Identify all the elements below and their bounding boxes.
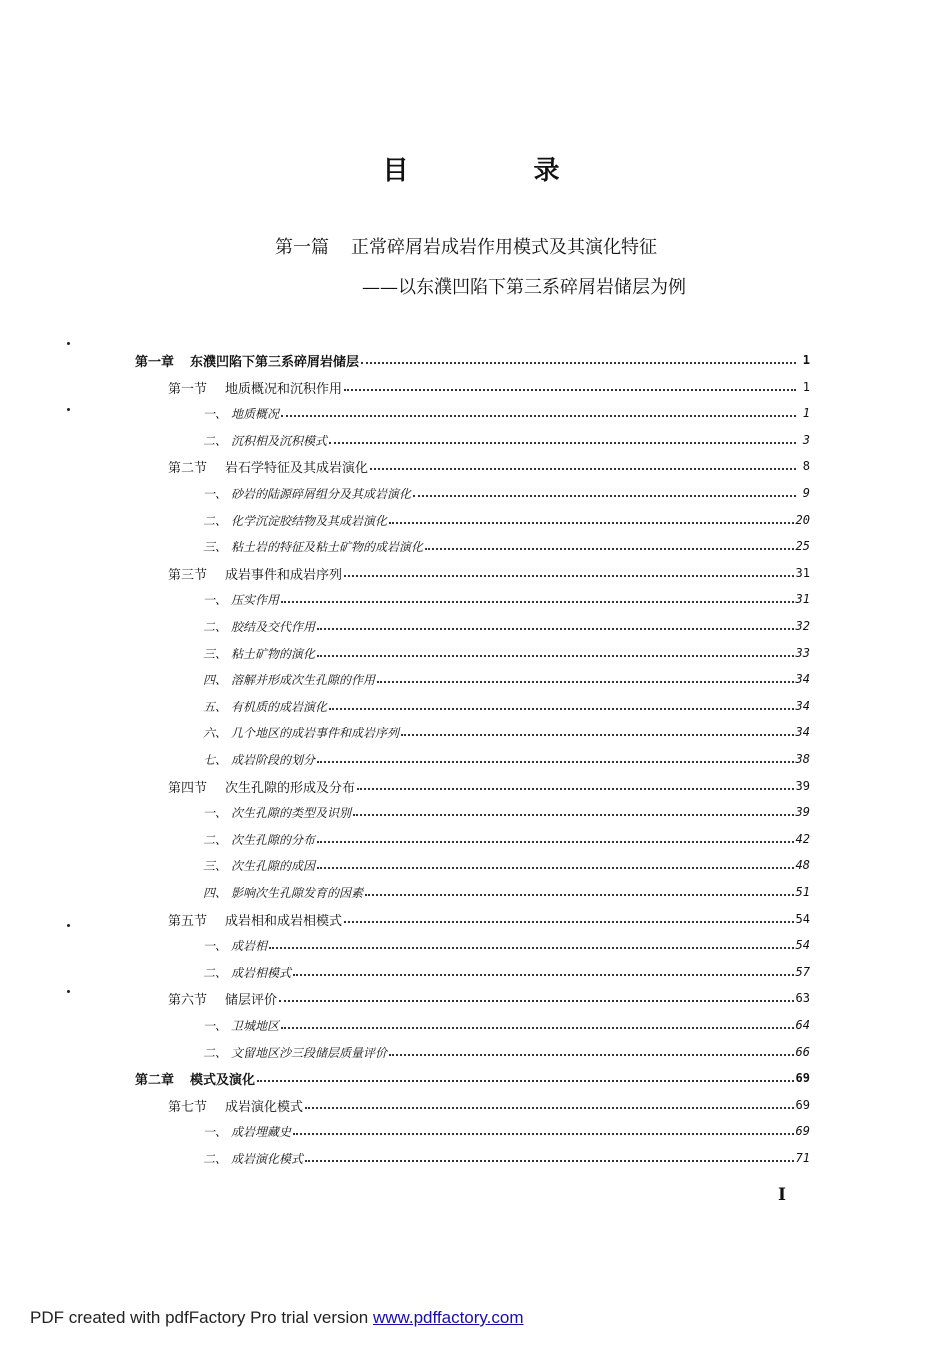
dot-leader: [317, 867, 794, 869]
toc-entry-label: 次生孔隙的类型及识别: [231, 805, 352, 820]
dot-leader: [401, 734, 794, 736]
toc-entry-item[interactable]: [203, 1145, 810, 1171]
toc-entry-section[interactable]: [168, 374, 810, 400]
toc-entry-page: 9: [802, 486, 810, 500]
toc-entry-page: 57: [795, 965, 810, 979]
toc-entry-label: 胶结及交代作用: [231, 619, 316, 634]
toc-entry-number: 一、: [203, 1124, 228, 1139]
toc-entry-number: 第四节: [168, 780, 208, 796]
dot-leader: [329, 442, 796, 444]
toc-entry-page: 1: [802, 380, 810, 394]
toc-entry-label: 地质概况: [231, 406, 280, 421]
part-number: 第一篇: [275, 237, 329, 258]
toc-entry-label: 有机质的成岩演化: [231, 699, 328, 714]
toc-entry-item[interactable]: [203, 1118, 810, 1144]
toc-entry-page: 71: [795, 1151, 810, 1165]
toc-entry-number: 第二节: [168, 460, 208, 476]
toc-entry-section[interactable]: [168, 453, 810, 479]
toc-entry-item[interactable]: [203, 693, 810, 719]
toc-entry-number: 四、: [203, 885, 228, 900]
toc-entry-page: 34: [795, 725, 810, 739]
toc-entry-item[interactable]: [203, 1039, 810, 1065]
toc-entry-page: 54: [795, 912, 810, 926]
toc-entry-number: 一、: [203, 486, 228, 501]
toc-entry-number: 一、: [203, 406, 228, 421]
toc-entry-number: 二、: [203, 619, 228, 634]
toc-entry-section[interactable]: [168, 560, 810, 586]
dot-leader: [370, 468, 796, 470]
toc-entry-page: 64: [795, 1018, 810, 1032]
toc-entry-item[interactable]: [203, 1012, 810, 1038]
toc-entry-item[interactable]: [203, 640, 810, 666]
toc-entry-label: 次生孔隙的成因: [231, 858, 316, 873]
toc-entry-label: 成岩相和成岩相模式: [225, 913, 343, 929]
toc-entry-label: 粘土矿物的演化: [231, 646, 316, 661]
toc-entry-page: 34: [795, 699, 810, 713]
toc-entry-number: 三、: [203, 646, 228, 661]
page-number: I: [778, 1185, 786, 1205]
dot-leader: [425, 548, 794, 550]
toc-entry-page: 42: [795, 832, 810, 846]
toc-entry-item[interactable]: [203, 613, 810, 639]
dot-leader: [305, 1107, 794, 1109]
toc-entry-item[interactable]: [203, 666, 810, 692]
toc-entry-section[interactable]: [168, 985, 810, 1011]
toc-entry-label: 溶解并形成次生孔隙的作用: [231, 672, 376, 687]
toc-entry-page: 31: [795, 592, 810, 606]
toc-entry-item[interactable]: [203, 852, 810, 878]
toc-entry-section[interactable]: [168, 773, 810, 799]
toc-entry-page: 3: [802, 433, 810, 447]
toc-entry-item[interactable]: [203, 480, 810, 506]
toc-entry-section[interactable]: [168, 906, 810, 932]
scan-speck: [67, 342, 70, 345]
toc-entry-label: 成岩演化模式: [225, 1099, 304, 1115]
toc-entry-item[interactable]: [203, 932, 810, 958]
toc-entry-number: 五、: [203, 699, 228, 714]
toc-entry-page: 1: [802, 406, 810, 420]
toc-entry-number: 三、: [203, 858, 228, 873]
toc-entry-item[interactable]: [203, 427, 810, 453]
toc-entry-number: 六、: [203, 725, 228, 740]
dot-leader: [317, 655, 794, 657]
toc-entry-number: 四、: [203, 672, 228, 687]
dot-leader: [344, 921, 794, 923]
toc-entry-label: 岩石学特征及其成岩演化: [225, 460, 369, 476]
toc-entry-page: 8: [802, 459, 810, 473]
toc-entry-page: 51: [795, 885, 810, 899]
toc-entry-page: 54: [795, 938, 810, 952]
toc-entry-page: 69: [795, 1071, 810, 1085]
toc-entry-label: 成岩相模式: [231, 965, 292, 980]
toc-entry-page: 66: [795, 1045, 810, 1059]
dot-leader: [281, 415, 796, 417]
toc-entry-item[interactable]: [203, 826, 810, 852]
dot-leader: [279, 1000, 794, 1002]
toc-entry-number: 第五节: [168, 913, 208, 929]
dot-leader: [317, 841, 794, 843]
toc-entry-page: 63: [795, 991, 810, 1005]
dot-leader: [269, 947, 794, 949]
toc-entry-number: 一、: [203, 938, 228, 953]
toc-entry-number: 二、: [203, 433, 228, 448]
toc-entry-number: 第一节: [168, 381, 208, 397]
toc-entry-page: 20: [795, 513, 810, 527]
toc-entry-number: 二、: [203, 513, 228, 528]
dot-leader: [413, 495, 796, 497]
toc-entry-item[interactable]: [203, 400, 810, 426]
dot-leader: [357, 788, 794, 790]
toc-entry-label: 次生孔隙的形成及分布: [225, 780, 356, 796]
toc-entry-number: 第七节: [168, 1099, 208, 1115]
scan-speck: [67, 924, 70, 927]
toc-entry-number: 二、: [203, 1151, 228, 1166]
footer-link[interactable]: www.pdffactory.com: [372, 1308, 524, 1327]
toc-entry-label: 文留地区沙三段储层质量评价: [231, 1045, 388, 1060]
toc-entry-label: 东濮凹陷下第三系碎屑岩储层: [190, 354, 360, 370]
toc-entry-page: 39: [795, 779, 810, 793]
scan-speck: [67, 990, 70, 993]
dot-leader: [257, 1080, 794, 1082]
toc-entry-item[interactable]: [203, 959, 810, 985]
part-title-text: 正常碎屑岩成岩作用模式及其演化特征: [351, 237, 657, 258]
dot-leader: [377, 681, 794, 683]
toc-entry-number: 二、: [203, 1045, 228, 1060]
dot-leader: [305, 1160, 794, 1162]
toc-entry-item[interactable]: [203, 879, 810, 905]
toc-entry-label: 成岩阶段的划分: [231, 752, 316, 767]
dot-leader: [389, 522, 794, 524]
toc-entry-page: 25: [795, 539, 810, 553]
toc-entry-number: 一、: [203, 592, 228, 607]
toc-entry-page: 39: [795, 805, 810, 819]
toc-entry-label: 储层评价: [225, 992, 278, 1008]
dot-leader: [293, 1133, 794, 1135]
dot-leader: [353, 814, 794, 816]
toc-entry-page: 48: [795, 858, 810, 872]
toc-entry-item[interactable]: [203, 533, 810, 559]
toc-entry-number: 二、: [203, 965, 228, 980]
toc-entry-label: 成岩相: [231, 938, 268, 953]
toc-entry-number: 一、: [203, 805, 228, 820]
toc-entry-label: 影响次生孔隙发育的因素: [231, 885, 364, 900]
toc-entry-chapter[interactable]: [135, 1065, 810, 1091]
toc-entry-page: 69: [795, 1098, 810, 1112]
toc-entry-item[interactable]: [203, 719, 810, 745]
toc-entry-number: 第三节: [168, 567, 208, 583]
dot-leader: [329, 708, 794, 710]
dot-leader: [293, 974, 794, 976]
toc-entry-label: 模式及演化: [190, 1072, 256, 1088]
toc-entry-page: 38: [795, 752, 810, 766]
toc-entry-page: 32: [795, 619, 810, 633]
dot-leader: [344, 575, 794, 577]
dot-leader: [317, 628, 794, 630]
toc-entry-number: 一、: [203, 1018, 228, 1033]
toc-entry-label: 沉积相及沉积模式: [231, 433, 328, 448]
toc-entry-label: 砂岩的陆源碎屑组分及其成岩演化: [231, 486, 412, 501]
toc-entry-label: 成岩演化模式: [231, 1151, 304, 1166]
toc-entry-item[interactable]: [203, 746, 810, 772]
footer-text: PDF created with pdfFactory Pro trial version: [30, 1308, 373, 1327]
toc-entry-label: 几个地区的成岩事件和成岩序列: [231, 725, 400, 740]
part-title: [275, 233, 657, 259]
toc-entry-item[interactable]: [203, 507, 810, 533]
toc-entry-label: 卫城地区: [231, 1018, 280, 1033]
toc-entry-page: 34: [795, 672, 810, 686]
toc-entry-label: 成岩埋藏史: [231, 1124, 292, 1139]
toc-entry-number: 第二章: [135, 1072, 175, 1088]
scan-speck: [67, 408, 70, 411]
toc-entry-page: 69: [795, 1124, 810, 1138]
toc-entry-page: 31: [795, 566, 810, 580]
toc-entry-number: 三、: [203, 539, 228, 554]
dot-leader: [317, 761, 794, 763]
dot-leader: [344, 389, 796, 391]
toc-entry-label: 次生孔隙的分布: [231, 832, 316, 847]
part-subtitle: ——以东濮凹陷下第三系碎屑岩储层为例: [362, 277, 686, 298]
page-title: 目 录: [382, 156, 618, 186]
toc-entry-chapter[interactable]: [135, 347, 810, 373]
toc-entry-item[interactable]: [203, 799, 810, 825]
toc-entry-label: 化学沉淀胶结物及其成岩演化: [231, 513, 388, 528]
pdf-footer: [30, 1308, 524, 1328]
toc-entry-page: 1: [802, 353, 810, 367]
toc-entry-page: 33: [795, 646, 810, 660]
toc-entry-number: 二、: [203, 832, 228, 847]
toc-entry-label: 压实作用: [231, 592, 280, 607]
toc-entry-number: 第一章: [135, 354, 175, 370]
dot-leader: [361, 362, 796, 364]
toc-entry-item[interactable]: [203, 586, 810, 612]
dot-leader: [281, 601, 794, 603]
toc-entry-label: 粘土岩的特征及粘土矿物的成岩演化: [231, 539, 424, 554]
dot-leader: [281, 1027, 794, 1029]
toc-entry-label: 成岩事件和成岩序列: [225, 567, 343, 583]
dot-leader: [389, 1054, 794, 1056]
toc-entry-section[interactable]: [168, 1092, 810, 1118]
toc-entry-number: 第六节: [168, 992, 208, 1008]
dot-leader: [365, 894, 794, 896]
toc-entry-label: 地质概况和沉积作用: [225, 381, 343, 397]
toc-entry-number: 七、: [203, 752, 228, 767]
